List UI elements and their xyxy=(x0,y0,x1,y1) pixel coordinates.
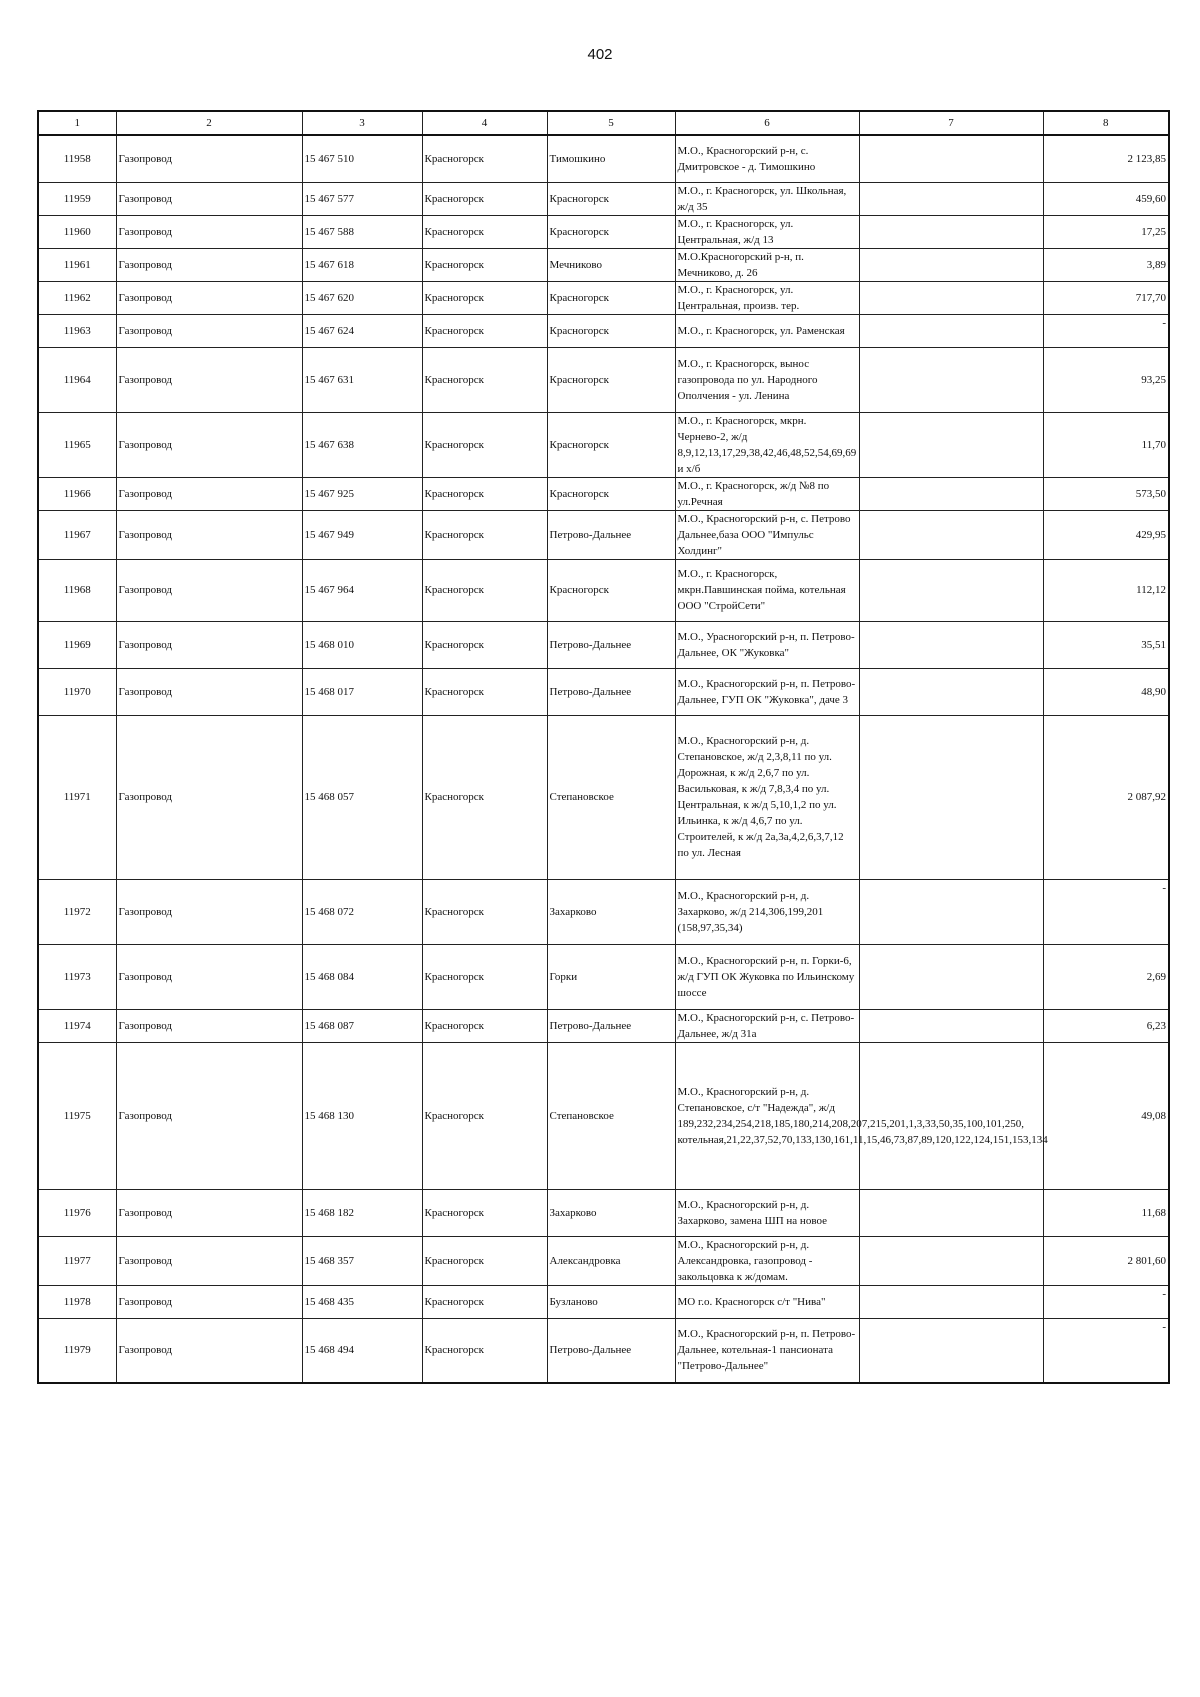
column-header: 5 xyxy=(547,111,675,135)
table-row xyxy=(38,1318,1169,1383)
row-number: 11969 xyxy=(38,621,116,668)
table-row xyxy=(38,314,1169,347)
object-address: М.О., Красногорский р-н, д. Александровка, газопровод - закольцовка к ж/домам. xyxy=(675,1236,859,1285)
column-7-cell xyxy=(859,412,1043,477)
object-value: 3,89 xyxy=(1043,248,1169,281)
object-address: М.О., г. Красногорск, мкрн. Чернево-2, ж/д 8,9,12,13,17,29,38,42,46,48,52,54,69,69 и х/б xyxy=(675,412,859,477)
district-name: Красногорск xyxy=(422,668,547,715)
row-number: 11973 xyxy=(38,944,116,1009)
object-name: Газопровод xyxy=(116,248,302,281)
column-header: 2 xyxy=(116,111,302,135)
row-number: 11976 xyxy=(38,1189,116,1236)
locality-name: Красногорск xyxy=(547,412,675,477)
object-code: 15 467 925 xyxy=(302,477,422,510)
object-value: 11,68 xyxy=(1043,1189,1169,1236)
object-code: 15 467 620 xyxy=(302,281,422,314)
row-number: 11962 xyxy=(38,281,116,314)
object-address: М.О., Красногорский р-н, с. Дмитровское - д. Тимошкино xyxy=(675,135,859,182)
locality-name: Красногорск xyxy=(547,477,675,510)
locality-name: Красногорск xyxy=(547,347,675,412)
district-name: Красногорск xyxy=(422,1285,547,1318)
column-header: 6 xyxy=(675,111,859,135)
object-value: 11,70 xyxy=(1043,412,1169,477)
row-number: 11970 xyxy=(38,668,116,715)
district-name: Красногорск xyxy=(422,1009,547,1042)
locality-name: Петрово-Дальнее xyxy=(547,668,675,715)
object-name: Газопровод xyxy=(116,1009,302,1042)
object-code: 15 467 577 xyxy=(302,182,422,215)
district-name: Красногорск xyxy=(422,1189,547,1236)
table-row xyxy=(38,1285,1169,1318)
object-name: Газопровод xyxy=(116,1236,302,1285)
registry-table xyxy=(37,110,1170,1384)
locality-name: Красногорск xyxy=(547,314,675,347)
column-7-cell xyxy=(859,182,1043,215)
object-value: 17,25 xyxy=(1043,215,1169,248)
locality-name: Красногорск xyxy=(547,215,675,248)
object-address: М.О., г. Красногорск, ж/д №8 по ул.Речная xyxy=(675,477,859,510)
locality-name: Петрово-Дальнее xyxy=(547,621,675,668)
table-row xyxy=(38,215,1169,248)
district-name: Красногорск xyxy=(422,281,547,314)
column-7-cell xyxy=(859,1285,1043,1318)
column-7-cell xyxy=(859,135,1043,182)
object-name: Газопровод xyxy=(116,1285,302,1318)
table-header xyxy=(38,111,1169,135)
locality-name: Красногорск xyxy=(547,281,675,314)
object-code: 15 467 588 xyxy=(302,215,422,248)
locality-name: Тимошкино xyxy=(547,135,675,182)
object-value: 2 801,60 xyxy=(1043,1236,1169,1285)
object-address: М.О., г. Красногорск, ул. Школьная, ж/д 35 xyxy=(675,182,859,215)
object-address: М.О., Красногорский р-н, с. Петрово-Дальнее, ж/д 31а xyxy=(675,1009,859,1042)
column-7-cell xyxy=(859,1318,1043,1383)
object-value: 93,25 xyxy=(1043,347,1169,412)
object-address: МО г.о. Красногорск с/т "Нива" xyxy=(675,1285,859,1318)
object-name: Газопровод xyxy=(116,412,302,477)
object-value: 459,60 xyxy=(1043,182,1169,215)
object-value: 49,08 xyxy=(1043,1042,1169,1189)
column-header: 7 xyxy=(859,111,1043,135)
row-number: 11978 xyxy=(38,1285,116,1318)
row-number: 11964 xyxy=(38,347,116,412)
object-code: 15 467 638 xyxy=(302,412,422,477)
object-code: 15 468 357 xyxy=(302,1236,422,1285)
table-row xyxy=(38,182,1169,215)
row-number: 11967 xyxy=(38,510,116,559)
locality-name: Петрово-Дальнее xyxy=(547,510,675,559)
table-row xyxy=(38,1009,1169,1042)
locality-name: Бузланово xyxy=(547,1285,675,1318)
locality-name: Красногорск xyxy=(547,182,675,215)
column-7-cell xyxy=(859,668,1043,715)
object-address: М.О., Красногорский р-н, п. Петрово-Дальнее, котельная-1 пансионата "Петрово-Дальнее" xyxy=(675,1318,859,1383)
object-value: 48,90 xyxy=(1043,668,1169,715)
column-header: 1 xyxy=(38,111,116,135)
object-name: Газопровод xyxy=(116,477,302,510)
row-number: 11972 xyxy=(38,879,116,944)
object-value: - xyxy=(1043,1285,1169,1318)
table-row xyxy=(38,715,1169,879)
table-row xyxy=(38,621,1169,668)
district-name: Красногорск xyxy=(422,559,547,621)
object-name: Газопровод xyxy=(116,347,302,412)
object-value: 35,51 xyxy=(1043,621,1169,668)
column-7-cell xyxy=(859,314,1043,347)
locality-name: Захарково xyxy=(547,1189,675,1236)
row-number: 11961 xyxy=(38,248,116,281)
object-code: 15 468 010 xyxy=(302,621,422,668)
object-code: 15 467 964 xyxy=(302,559,422,621)
column-header: 3 xyxy=(302,111,422,135)
locality-name: Степановское xyxy=(547,1042,675,1189)
object-value: 717,70 xyxy=(1043,281,1169,314)
row-number: 11959 xyxy=(38,182,116,215)
table-row xyxy=(38,1042,1169,1189)
locality-name: Петрово-Дальнее xyxy=(547,1009,675,1042)
column-7-cell xyxy=(859,347,1043,412)
district-name: Красногорск xyxy=(422,412,547,477)
table-row xyxy=(38,1236,1169,1285)
column-7-cell xyxy=(859,1189,1043,1236)
object-value: 2 123,85 xyxy=(1043,135,1169,182)
object-value: 2,69 xyxy=(1043,944,1169,1009)
object-code: 15 468 084 xyxy=(302,944,422,1009)
row-number: 11974 xyxy=(38,1009,116,1042)
district-name: Красногорск xyxy=(422,215,547,248)
column-7-cell xyxy=(859,879,1043,944)
column-7-cell xyxy=(859,621,1043,668)
object-code: 15 467 631 xyxy=(302,347,422,412)
locality-name: Мечниково xyxy=(547,248,675,281)
object-code: 15 468 182 xyxy=(302,1189,422,1236)
locality-name: Петрово-Дальнее xyxy=(547,1318,675,1383)
object-address: М.О., г. Красногорск, ул. Раменская xyxy=(675,314,859,347)
column-7-cell xyxy=(859,559,1043,621)
object-address: М.О., Красногорский р-н, п. Горки-6, ж/д ГУП ОК Жуковка по Ильинскому шоссе xyxy=(675,944,859,1009)
locality-name: Захарково xyxy=(547,879,675,944)
object-code: 15 467 618 xyxy=(302,248,422,281)
object-address: М.О., г. Красногорск, ул. Центральная, произв. тер. xyxy=(675,281,859,314)
table-row xyxy=(38,477,1169,510)
district-name: Красногорск xyxy=(422,944,547,1009)
object-code: 15 468 072 xyxy=(302,879,422,944)
object-address: М.О., Красногорский р-н, д. Захарково, ж/д 214,306,199,201 (158,97,35,34) xyxy=(675,879,859,944)
row-number: 11975 xyxy=(38,1042,116,1189)
object-value: - xyxy=(1043,1318,1169,1383)
object-name: Газопровод xyxy=(116,715,302,879)
district-name: Красногорск xyxy=(422,347,547,412)
district-name: Красногорск xyxy=(422,879,547,944)
column-7-cell xyxy=(859,477,1043,510)
object-address: М.О.Красногорский р-н, п. Мечниково, д. 26 xyxy=(675,248,859,281)
object-address: М.О., г. Красногорск, вынос газопровода по ул. Народного Ополчения - ул. Ленина xyxy=(675,347,859,412)
table-row xyxy=(38,944,1169,1009)
table-row xyxy=(38,510,1169,559)
column-7-cell xyxy=(859,1236,1043,1285)
column-7-cell xyxy=(859,215,1043,248)
object-code: 15 468 435 xyxy=(302,1285,422,1318)
column-7-cell xyxy=(859,1009,1043,1042)
column-7-cell xyxy=(859,281,1043,314)
row-number: 11960 xyxy=(38,215,116,248)
object-name: Газопровод xyxy=(116,510,302,559)
table-row xyxy=(38,412,1169,477)
object-value: - xyxy=(1043,314,1169,347)
object-address: М.О., Красногорский р-н, д. Степановское, ж/д 2,3,8,11 по ул. Дорожная, к ж/д 2,6,7 по ул. Васильковая, к ж/д 7,8,3,4 по ул. Центральная, к ж/д 5,10,1,2 по ул. Ильинка, к ж/д 4,6,7 по ул. Строителей, к ж/д 2а,3а,4,2,6,3,7,12 по ул. Лесная xyxy=(675,715,859,879)
row-number: 11966 xyxy=(38,477,116,510)
object-code: 15 468 087 xyxy=(302,1009,422,1042)
column-7-cell xyxy=(859,1042,1043,1189)
object-name: Газопровод xyxy=(116,1042,302,1189)
table-row xyxy=(38,347,1169,412)
object-address: М.О., г. Красногорск, ул. Центральная, ж/д 13 xyxy=(675,215,859,248)
object-address: М.О., г. Красногорск, мкрн.Павшинская пойма, котельная ООО "СтройСети" xyxy=(675,559,859,621)
locality-name: Горки xyxy=(547,944,675,1009)
row-number: 11979 xyxy=(38,1318,116,1383)
object-name: Газопровод xyxy=(116,215,302,248)
object-value: 112,12 xyxy=(1043,559,1169,621)
row-number: 11958 xyxy=(38,135,116,182)
header-row xyxy=(38,111,1169,135)
object-code: 15 467 510 xyxy=(302,135,422,182)
object-name: Газопровод xyxy=(116,281,302,314)
table-row xyxy=(38,248,1169,281)
object-address: М.О., Красногорский р-н, д. Степановское, с/т "Надежда", ж/д 189,232,234,254,218,185,180,214,208,207,215,201,1,3,33,50,35,100,101,250, котельная,21,22,37,52,70,133,130,161,11,15,46,73,87,89,120,122,124,151,153,134 xyxy=(675,1042,859,1189)
district-name: Красногорск xyxy=(422,135,547,182)
object-name: Газопровод xyxy=(116,879,302,944)
row-number: 11963 xyxy=(38,314,116,347)
object-value: 6,23 xyxy=(1043,1009,1169,1042)
district-name: Красногорск xyxy=(422,182,547,215)
object-value: - xyxy=(1043,879,1169,944)
object-name: Газопровод xyxy=(116,135,302,182)
district-name: Красногорск xyxy=(422,1318,547,1383)
object-address: М.О., Красногорский р-н, п. Петрово-Дальнее, ГУП ОК "Жуковка", даче 3 xyxy=(675,668,859,715)
object-address: М.О., Урасногорский р-н, п. Петрово-Дальнее, ОК "Жуковка" xyxy=(675,621,859,668)
table-row xyxy=(38,1189,1169,1236)
column-header: 4 xyxy=(422,111,547,135)
object-name: Газопровод xyxy=(116,182,302,215)
table-body xyxy=(38,135,1169,1383)
table-row xyxy=(38,135,1169,182)
district-name: Красногорск xyxy=(422,248,547,281)
row-number: 11971 xyxy=(38,715,116,879)
object-value: 573,50 xyxy=(1043,477,1169,510)
object-name: Газопровод xyxy=(116,944,302,1009)
object-address: М.О., Красногорский р-н, с. Петрово Дальнее,база ООО "Импульс Холдинг" xyxy=(675,510,859,559)
column-7-cell xyxy=(859,510,1043,559)
locality-name: Красногорск xyxy=(547,559,675,621)
object-value: 2 087,92 xyxy=(1043,715,1169,879)
object-address: М.О., Красногорский р-н, д. Захарково, замена ШП на новое xyxy=(675,1189,859,1236)
object-name: Газопровод xyxy=(116,621,302,668)
locality-name: Степановское xyxy=(547,715,675,879)
object-value: 429,95 xyxy=(1043,510,1169,559)
column-header: 8 xyxy=(1043,111,1169,135)
table-row xyxy=(38,281,1169,314)
district-name: Красногорск xyxy=(422,1042,547,1189)
column-7-cell xyxy=(859,715,1043,879)
row-number: 11968 xyxy=(38,559,116,621)
object-name: Газопровод xyxy=(116,1189,302,1236)
table-row xyxy=(38,559,1169,621)
district-name: Красногорск xyxy=(422,510,547,559)
object-name: Газопровод xyxy=(116,1318,302,1383)
object-code: 15 467 624 xyxy=(302,314,422,347)
column-7-cell xyxy=(859,248,1043,281)
object-name: Газопровод xyxy=(116,314,302,347)
object-code: 15 467 949 xyxy=(302,510,422,559)
object-name: Газопровод xyxy=(116,668,302,715)
object-code: 15 468 494 xyxy=(302,1318,422,1383)
object-code: 15 468 130 xyxy=(302,1042,422,1189)
row-number: 11965 xyxy=(38,412,116,477)
district-name: Красногорск xyxy=(422,1236,547,1285)
object-code: 15 468 057 xyxy=(302,715,422,879)
page-number: 402 xyxy=(587,46,613,63)
district-name: Красногорск xyxy=(422,477,547,510)
row-number: 11977 xyxy=(38,1236,116,1285)
column-7-cell xyxy=(859,944,1043,1009)
district-name: Красногорск xyxy=(422,621,547,668)
table-row xyxy=(38,879,1169,944)
district-name: Красногорск xyxy=(422,715,547,879)
object-name: Газопровод xyxy=(116,559,302,621)
district-name: Красногорск xyxy=(422,314,547,347)
locality-name: Александровка xyxy=(547,1236,675,1285)
object-code: 15 468 017 xyxy=(302,668,422,715)
table-row xyxy=(38,668,1169,715)
